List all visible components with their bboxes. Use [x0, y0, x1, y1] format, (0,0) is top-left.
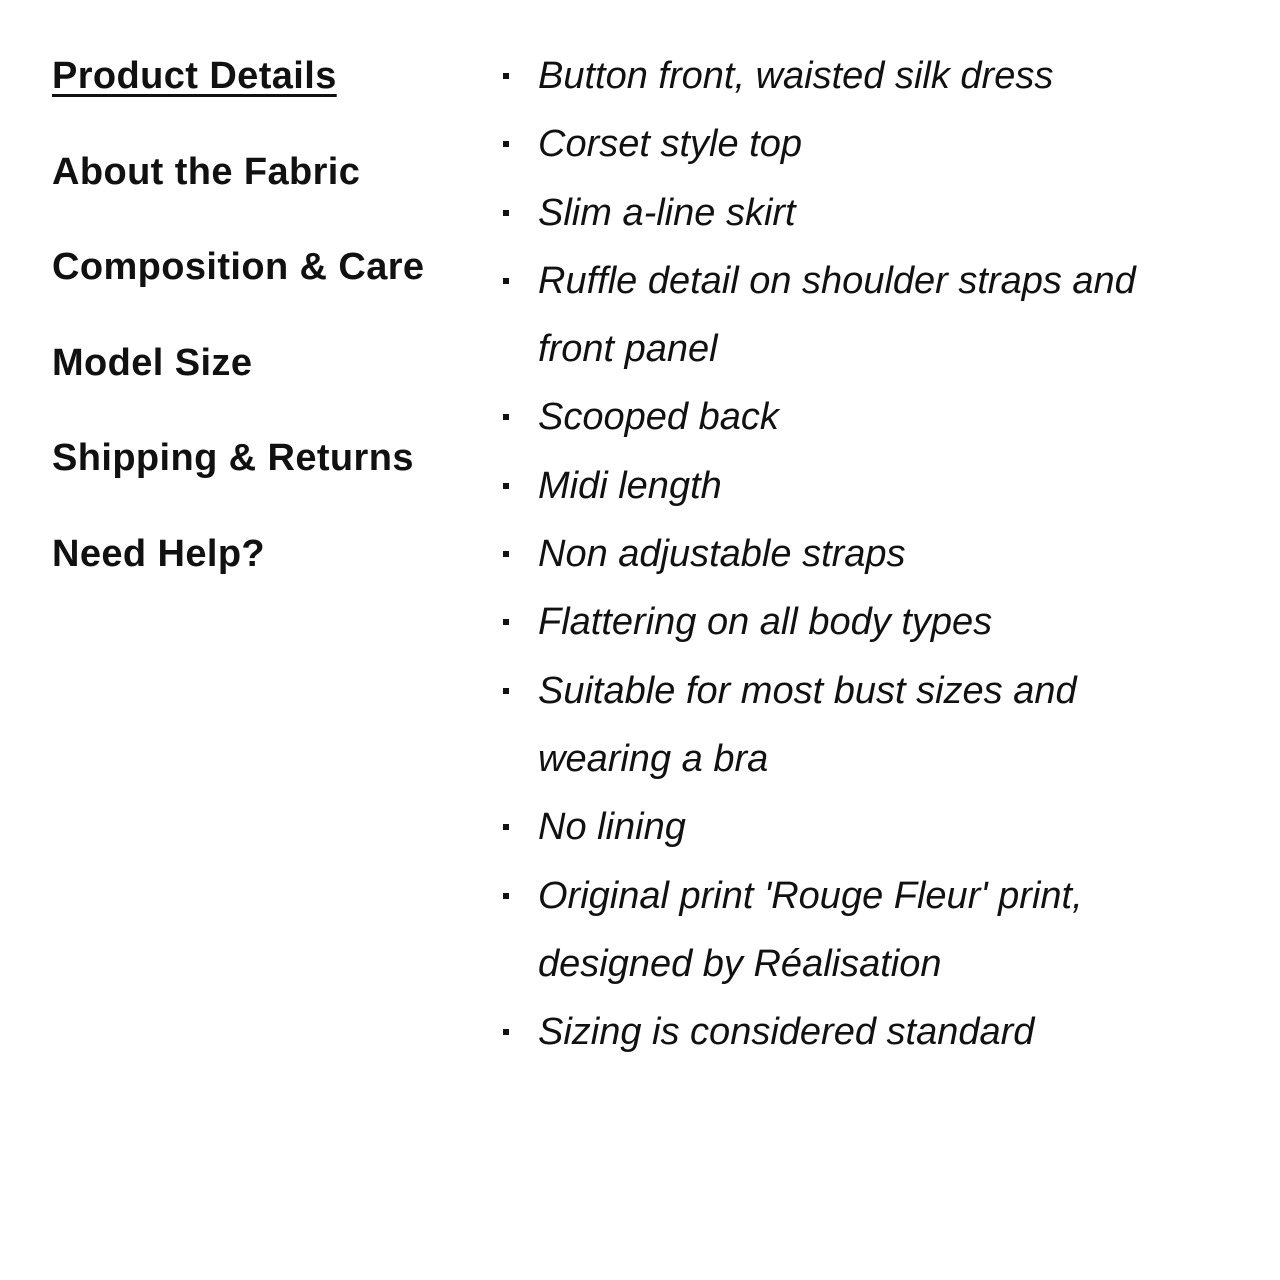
tab-need-help[interactable]: Need Help? — [52, 532, 266, 575]
list-item: Flattering on all body types — [500, 588, 1240, 656]
tab-composition-care[interactable]: Composition & Care — [52, 246, 425, 289]
list-item: Ruffle detail on shoulder straps and front panel — [500, 247, 1198, 384]
list-item: Suitable for most bust sizes and wearing a bra — [500, 657, 1158, 794]
tab-model-size[interactable]: Model Size — [52, 341, 253, 384]
tab-product-details[interactable]: Product Details — [52, 55, 337, 97]
list-item: Non adjustable straps — [500, 520, 1240, 588]
tab-about-the-fabric[interactable]: About the Fabric — [52, 150, 361, 193]
list-item: Original print 'Rouge Fleur' print, designed by Réalisation — [500, 862, 1098, 999]
list-item: Corset style top — [500, 110, 1240, 178]
tab-shipping-returns[interactable]: Shipping & Returns — [52, 437, 414, 480]
product-details-list — [500, 42, 1240, 1066]
section-tabs — [52, 48, 472, 622]
list-item: Midi length — [500, 452, 1240, 520]
list-item: No lining — [500, 793, 1240, 861]
list-item: Slim a-line skirt — [500, 179, 1240, 247]
list-item: Scooped back — [500, 383, 1240, 451]
list-item: Button front, waisted silk dress — [500, 42, 1240, 110]
list-item: Sizing is considered standard — [500, 998, 1240, 1066]
